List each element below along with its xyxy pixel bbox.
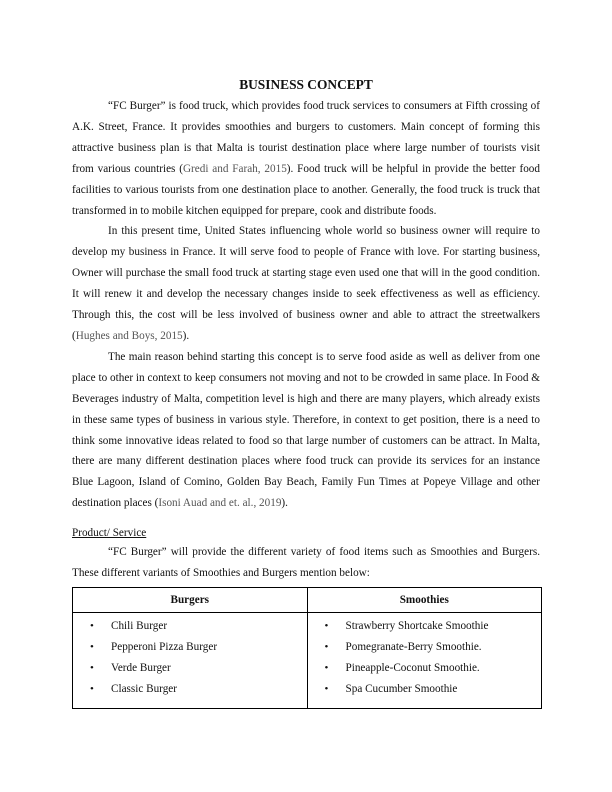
bullet-icon: • — [90, 619, 94, 632]
paragraph-text: The main reason behind starting this concept is to serve food aside as well as deliver from one place to other in context to keep consumers not moving and not to be crowded in same place. In Food & Beverages industry of Malta, competition level is high and there are many players, which already exists in these same types of business in various style. Therefore, in context to get position, there is a need to think some innovative ideas related to food so that large number of customers can be attract. In Malta, there are many different destination places where food truck can provide its services for an instance Blue Lagoon, Island of Comino, Golden Bay Beach, Family Fun Times at Popeye Village and other destination places ( — [72, 350, 540, 510]
column-header-smoothies: Smoothies — [307, 587, 542, 612]
variants-table — [72, 587, 542, 709]
paragraph-text: “FC Burger” is food truck, which provides food truck services to consumers at Fifth crossing of A.K. Street, France. It provides smoothies and burgers to customers. Main concept of forming this attractive business plan is that Malta is tourist destination place where large number of tourists visit from various countries ( — [72, 100, 540, 175]
bullet-icon: • — [324, 640, 329, 653]
citation: Isoni Auad and et. al., 2019 — [158, 497, 282, 510]
section-heading-product: Product/ Service — [72, 527, 147, 540]
smoothie-name: Pineapple-Coconut Smoothie. — [345, 661, 480, 674]
list-item — [73, 616, 307, 637]
column-header-burgers: Burgers — [73, 587, 308, 612]
smoothie-name: Pomegranate-Berry Smoothie. — [345, 640, 482, 653]
paragraph-intro — [72, 96, 540, 221]
paragraph-reason — [72, 347, 540, 514]
list-item — [73, 658, 307, 679]
burger-list — [73, 616, 307, 700]
paragraph-text: ). — [281, 497, 288, 510]
bullet-icon: • — [90, 661, 94, 674]
bullet-icon: • — [90, 682, 94, 695]
table-row — [73, 612, 542, 708]
smoothie-name: Strawberry Shortcake Smoothie — [345, 619, 489, 632]
bullet-icon: • — [90, 640, 94, 653]
paragraph-text: ). — [182, 329, 190, 342]
paragraph-product-intro: “FC Burger” will provide the different variety of food items such as Smoothies and Burgers. These different variants of Smoothies and Burgers mention below: — [72, 546, 540, 580]
burger-name: Classic Burger — [111, 682, 177, 695]
paragraph-text: ). Food truck will be helpful in provide the better food facilities to various tourists from one destination place to another. Generally, the food truck is truck that transformed in to mobile kitchen equipped for prepare, cook and distribute foods. — [72, 162, 540, 217]
citation: Hughes and Boys, 2015 — [75, 329, 183, 342]
paragraph-business-start — [72, 221, 540, 346]
bullet-icon: • — [324, 619, 329, 632]
burger-name: Pepperoni Pizza Burger — [111, 640, 218, 653]
list-item — [73, 679, 307, 700]
bullet-icon: • — [324, 661, 329, 674]
list-item — [308, 637, 542, 658]
list-item — [308, 679, 542, 700]
paragraph-text: In this present time, United States influencing whole world so business owner will require to develop my business in France. It will serve food to people of France with love. For starting business, Owner will purchase the small food truck at starting stage even used one that will in the good condition. It will renew it and develop the necessary changes inside to seek effectiveness as well as efficiency. Through this, the cost will be less involved of business owner and able to attract the streetwalkers ( — [72, 225, 540, 342]
burgers-cell — [73, 612, 308, 708]
list-item — [73, 637, 307, 658]
burger-name: Chili Burger — [111, 619, 168, 632]
list-item — [308, 658, 542, 679]
bullet-icon: • — [324, 682, 329, 695]
citation: Gredi and Farah, 2015 — [182, 162, 287, 175]
smoothie-name: Spa Cucumber Smoothie — [345, 682, 458, 695]
burger-name: Verde Burger — [111, 661, 171, 674]
list-item — [308, 616, 542, 637]
smoothie-list — [308, 616, 542, 700]
table-header-row — [73, 587, 542, 612]
document-page — [72, 76, 540, 709]
smoothies-cell — [307, 612, 542, 708]
page-title: BUSINESS CONCEPT — [239, 77, 373, 92]
